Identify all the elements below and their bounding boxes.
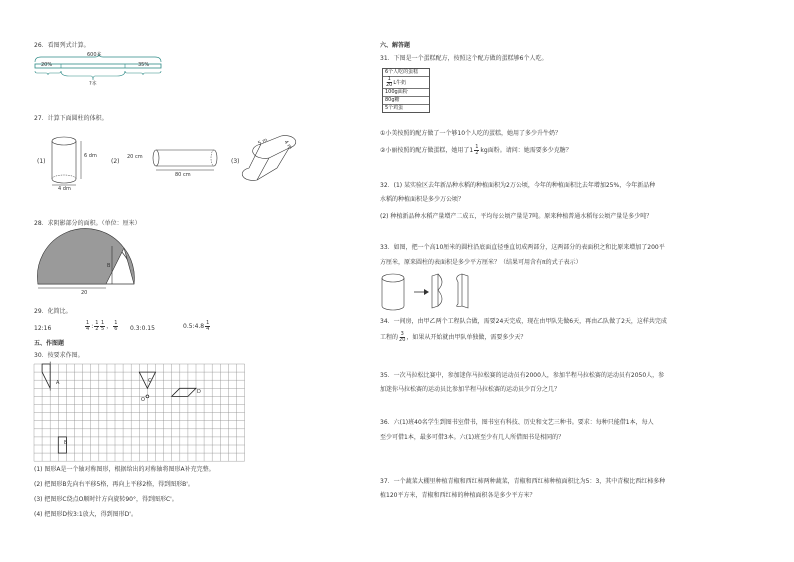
half-cylinder-figure (243, 132, 303, 192)
recipe-sugar: 80g糖 (383, 96, 429, 104)
q29-expr-b: $\frac{1}{4}$ : $\frac{1}{2}$ (86, 320, 99, 332)
q35-line-2: 加迷你马拉松赛的运动员比参加半程马拉松赛的运动员少百分之几？ (380, 386, 561, 393)
q27-label-2: (2) (111, 158, 120, 165)
q32-line-1: 32．(1) 某实验区去年新品种水稻的种植面积为2万公顷，今年的种植面积比去年增加25%，今年新品种 (380, 182, 656, 189)
point-o (146, 395, 149, 398)
q28-semicircle-figure (36, 230, 146, 300)
cylinder-1-diameter: 4 dm (58, 186, 71, 192)
q26-title: 26．看图列式计算。 (34, 42, 90, 49)
shape-b-label: B (64, 440, 68, 446)
q30-title: 30．按要求作图。 (34, 352, 84, 359)
shape-a (42, 364, 50, 388)
q30-item-4: (4) 把图形D按3:1放大，得到图形D'。 (34, 511, 137, 518)
recipe-title: 6个人吃的蛋糕 (385, 69, 419, 75)
section-5-heading: 五、作图题 (34, 340, 65, 347)
q31-sub-2: ②小丽按照的配方做蛋糕，她用了1 $\frac{1}{2}$ kg面粉。请问：她需要多少克糖？ (380, 144, 572, 156)
q29-expr-c: 0.3:0.15 (130, 325, 155, 332)
shape-d-label: D (197, 389, 201, 395)
shape-a-label: A (56, 380, 60, 386)
q30-item-3: (3) 把图形C绕点O顺时针方向旋转90°，得到图形C'。 (34, 496, 178, 503)
half-cylinder-height: 4 m (282, 139, 294, 151)
q37-line-1: 37．一个蔬菜大棚里种植青椒和西红柿两种蔬菜，青椒和西红柿种植面积比为5：3，其中青椒比西红柿多种 (380, 478, 666, 485)
cylinder-2-figure (152, 148, 222, 172)
q28-point-label: B (107, 263, 111, 269)
q27-title: 27．计算下面圆柱的体积。 (34, 115, 108, 122)
q26-part2-label: 35% (138, 62, 150, 68)
q33-cylinder-cut-figure (380, 272, 510, 312)
q26-unknown-label: ?本 (89, 81, 97, 87)
q29-title: 29．化简比。 (34, 308, 72, 315)
q30-item-1: (1) 图形A是一个轴对称图形，根据给出的对称轴将图形A补充完整。 (34, 466, 215, 473)
q30-item-2: (2) 把图形B先向右平移5格，再向上平移2格，得到图形B'。 (34, 481, 194, 488)
q31-sub-1: ①小美按照的配方做了一个够10个人吃的蛋糕，她用了多少升牛奶？ (380, 130, 562, 137)
q28-title: 28．求阴影部分的面积。（单位：厘米） (34, 220, 141, 227)
q36-line-2: 至少可借1本，最多可借3本。六(1)班至少有几人所借图书是相同的？ (380, 434, 565, 441)
q32-line-2: 水稻的种植面积是多少万公顷？ (380, 196, 465, 203)
section-6-heading: 六、解答题 (380, 42, 411, 49)
recipe-flour: 100g面粉 (383, 88, 429, 96)
q29-expr-a: 12:16 (34, 325, 52, 332)
q26-total-label: 600本 (87, 52, 102, 58)
q29-expr-b2: $\frac{1}{5}$ ， $\frac{1}{6}$ (101, 320, 118, 332)
q31-title: 31．下图是一个蛋糕配方，按照这个配方做的蛋糕够6个人吃。 (380, 55, 548, 62)
q36-line-1: 36．六(1)班40名学生到图书室借书，图书室有科技、历史和文艺三种书。要求：每种只能借1本，每人 (380, 419, 654, 426)
q26-part1-label: 20% (41, 62, 53, 68)
q27-label-1: (1) (37, 158, 46, 165)
q29-expr-d: 0.5:4.8 $\frac{1}{4}$ (183, 320, 210, 332)
q35-line-1: 35．一次马拉松比赛中，参加迷你马拉松赛的运动员有2000人，参加半程马拉松赛的运动员有2050人，参 (380, 372, 665, 379)
cylinder-1-height: 6 dm (84, 153, 97, 159)
q31-recipe-table (382, 68, 430, 113)
recipe-milk: $\frac{1}{20}$ L牛奶 (383, 76, 429, 88)
cylinder-2-length: 80 cm (175, 172, 191, 178)
shaded-region (37, 229, 124, 284)
q34-line-2: 工程的 $\frac{3}{20}$ ，如果从开始就由甲队单独做，需要多少天？ (380, 331, 527, 343)
q27-label-3: (3) (231, 158, 240, 165)
q32-line-3: (2) 种植新品种水稻产量增产二成五，平均每公顷产量是7吨。原来种植普通水稻每公顷产量是多少吨？ (380, 213, 653, 220)
half-cylinder-radius: 5 m (257, 137, 269, 147)
q33-line-1: 33．如图，把一个高10厘米的圆柱沿底面直径垂直切成两部分，这两部分的表面积之和比原来增加了200平 (380, 244, 665, 251)
q34-line-1: 34．一间房，由甲乙两个工程队合做，需要24天完成，现在由甲队先做6天，再由乙队做了2天，这样共完成 (380, 318, 667, 325)
shape-d (172, 388, 196, 396)
recipe-eggs: 5个鸡蛋 (383, 104, 429, 112)
point-o-label: O (141, 397, 145, 403)
q28-base-label: 20 (81, 290, 88, 296)
q33-line-2: 方厘米，原来圆柱的表面积是多少平方厘米？（结果可用含有π的式子表示） (380, 259, 582, 266)
shape-c-label: C (148, 378, 152, 384)
cylinder-2-diameter: 20 cm (127, 154, 143, 160)
q37-line-2: 植120平方米，青椒和西红柿的种植面积各是多少平方米？ (380, 492, 536, 499)
